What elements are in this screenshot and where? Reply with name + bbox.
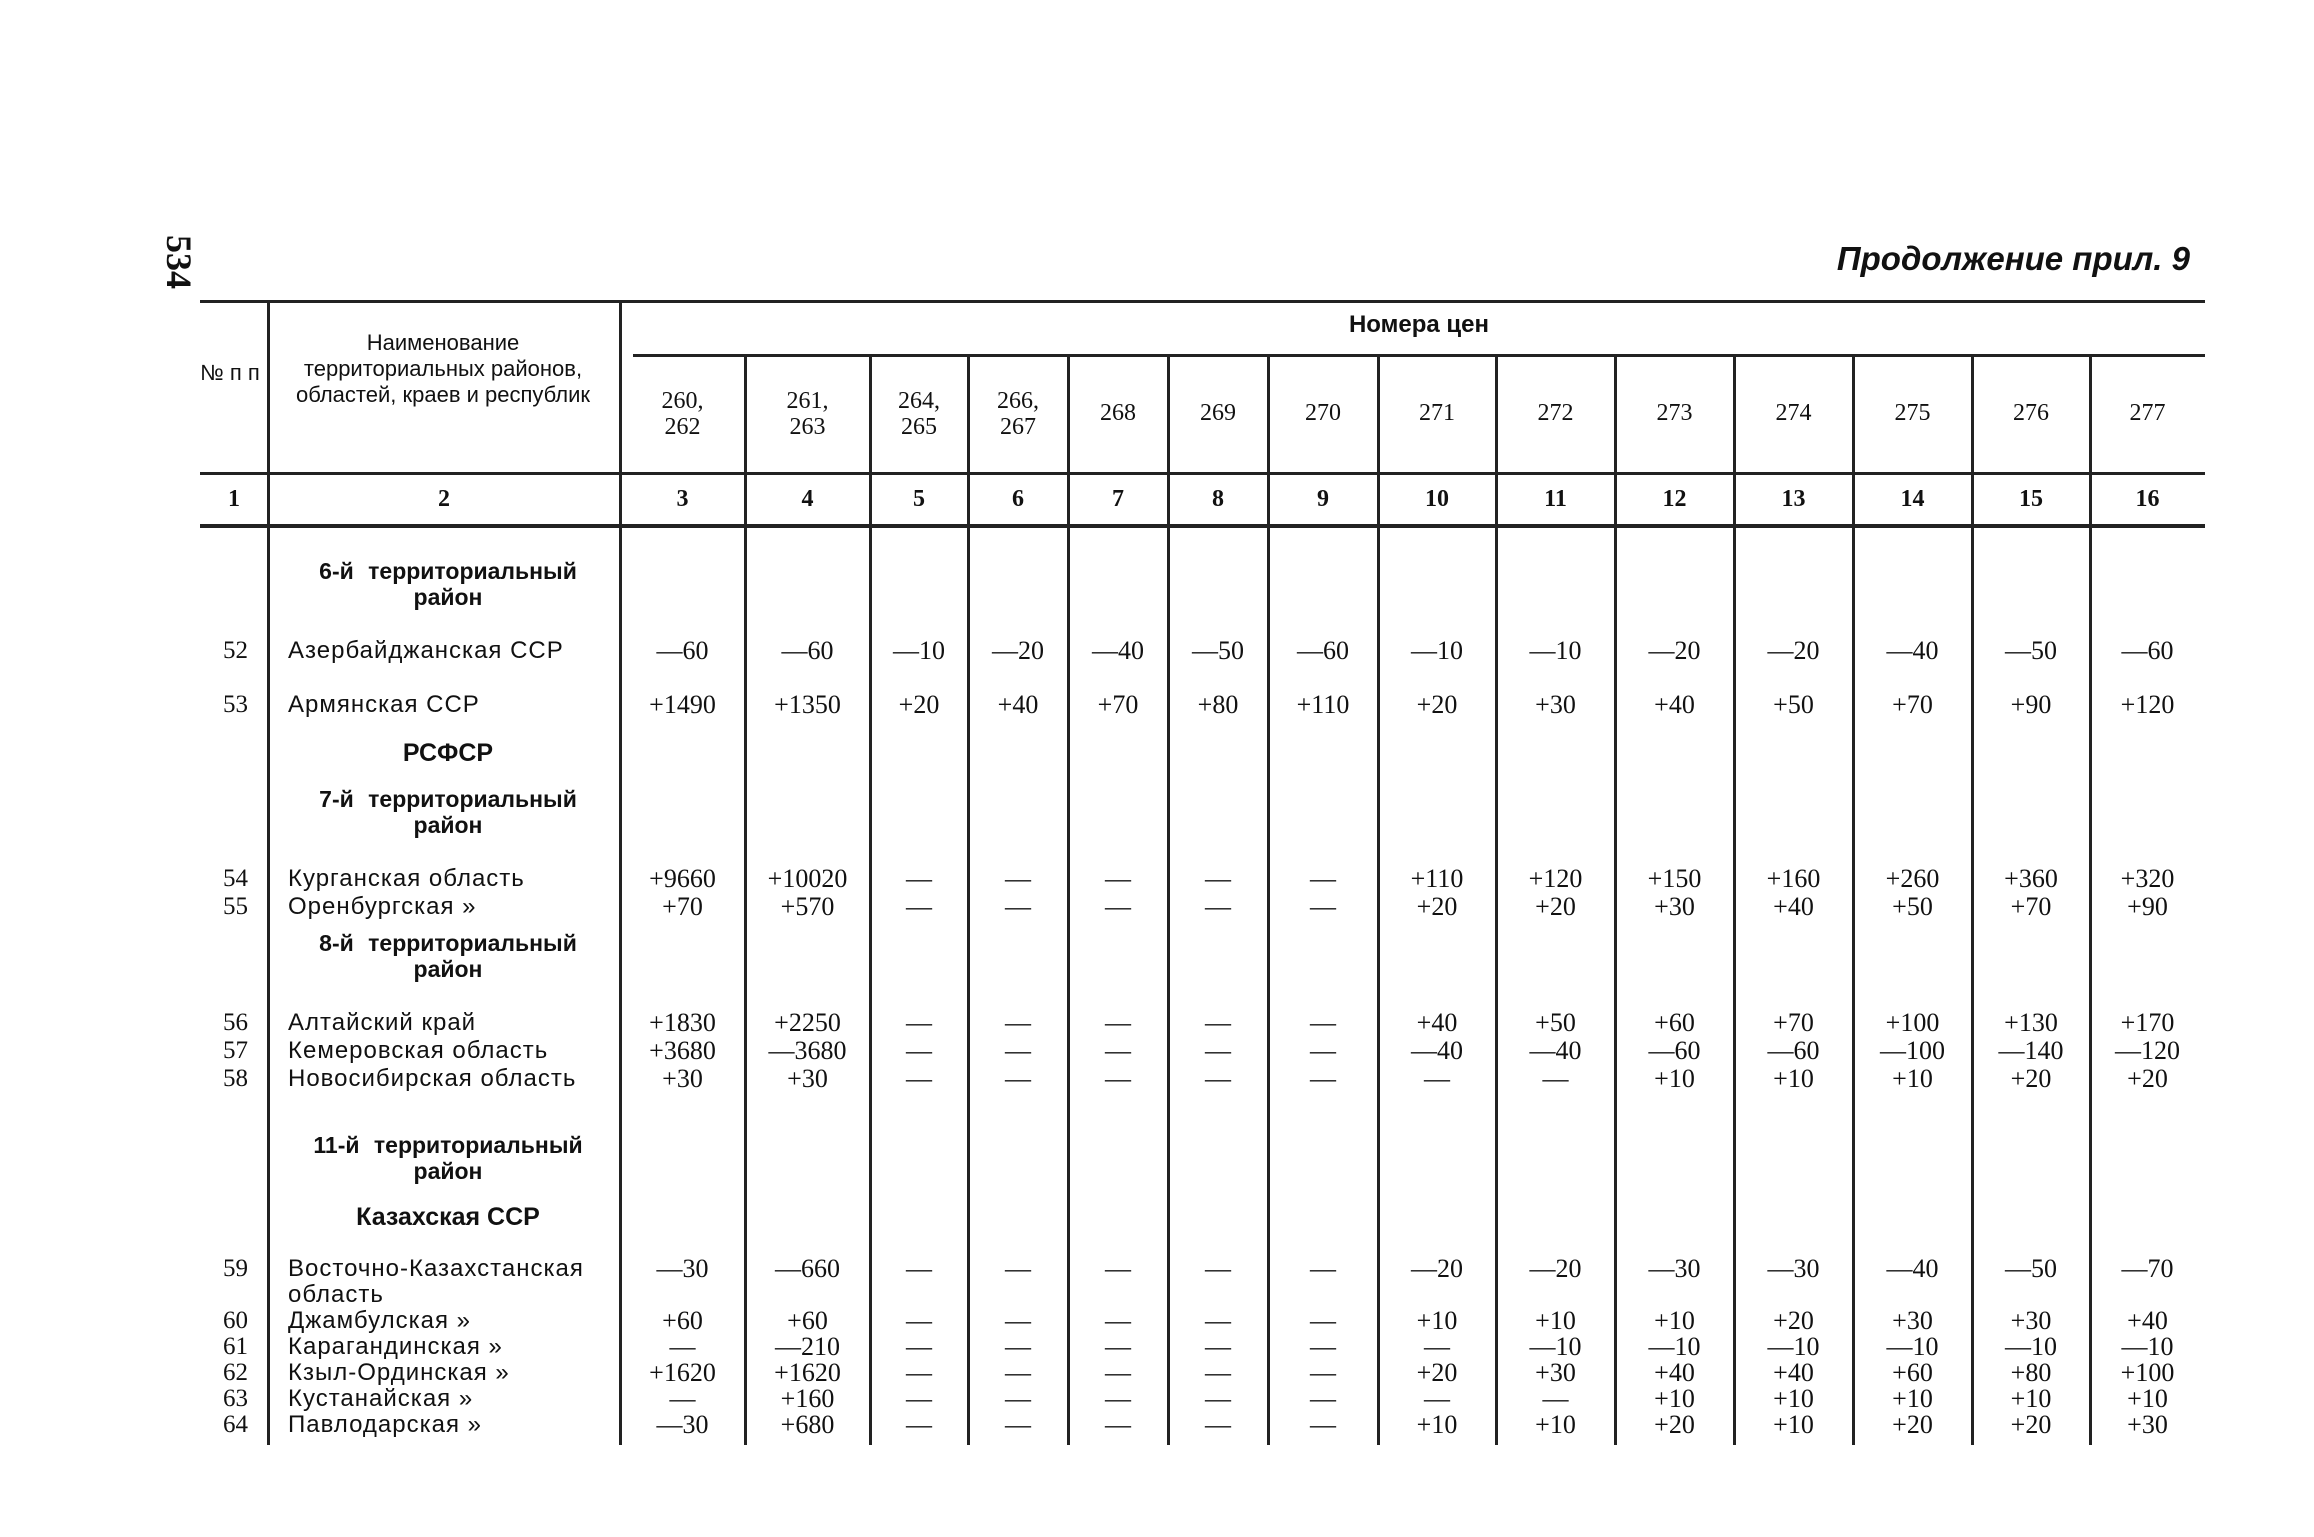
price-adjustment-value: +70 (1097, 690, 1139, 719)
price-adjustment-value: +320 (2120, 864, 2175, 893)
price-adjustment-value: — (1105, 1036, 1131, 1065)
price-adjustment-value: +1490 (649, 690, 716, 719)
price-adjustment-value: +20 (2010, 1410, 2052, 1439)
price-adjustment-value: +50 (1535, 1008, 1576, 1037)
rule-index-bottom (200, 524, 2205, 528)
price-adjustment-value: +9660 (649, 864, 716, 893)
price-adjustment-value: +120 (2120, 690, 2175, 719)
row-number: 59 (223, 1255, 248, 1282)
price-adjustment-value: —20 (1767, 636, 1820, 665)
price-adjustment-value: —20 (1411, 1254, 1463, 1283)
price-adjustment-value: +50 (1773, 690, 1814, 719)
price-adjustment-value: —30 (1648, 1254, 1701, 1283)
price-adjustment-value: +10 (1535, 1306, 1576, 1335)
price-adjustment-value: +10 (1535, 1410, 1576, 1439)
price-adjustment-value: +30 (2127, 1410, 2168, 1439)
column-index: 2 (438, 486, 450, 512)
price-adjustment-value: — (1310, 1036, 1336, 1065)
column-index: 10 (1425, 486, 1449, 512)
price-adjustment-value: —10 (893, 636, 945, 665)
price-adjustment-value: —10 (1529, 636, 1582, 665)
price-adjustment-value: — (1005, 1410, 1031, 1439)
price-adjustment-value: —3680 (768, 1036, 847, 1065)
price-number-header: 260, 262 (661, 388, 704, 440)
price-adjustment-value: — (1310, 864, 1336, 893)
price-number-header: 276 (2013, 400, 2049, 426)
price-adjustment-value: +30 (662, 1064, 703, 1093)
price-adjustment-value: +160 (780, 1384, 835, 1413)
price-adjustment-value: +360 (2004, 864, 2058, 893)
price-adjustment-value: +1830 (649, 1008, 716, 1037)
price-adjustment-value: — (906, 1306, 932, 1335)
price-adjustment-value: — (1205, 1064, 1231, 1093)
price-adjustment-value: — (1205, 1332, 1231, 1361)
price-adjustment-value: +10 (1416, 1410, 1458, 1439)
price-adjustment-value: —120 (2115, 1036, 2180, 1065)
rule-top (200, 300, 2205, 303)
price-adjustment-value: —140 (1998, 1036, 2064, 1065)
price-number-header: 275 (1894, 400, 1931, 426)
price-adjustment-value: +10 (1773, 1064, 1814, 1093)
price-adjustment-value: — (1310, 1384, 1336, 1413)
price-adjustment-value: +70 (1892, 690, 1933, 719)
rule-header-bottom (200, 472, 2205, 475)
price-adjustment-value: — (1424, 1064, 1450, 1093)
price-adjustment-value: +20 (1416, 892, 1458, 921)
row-number: 58 (223, 1065, 248, 1092)
group-header: Номера цен (1348, 311, 1490, 338)
price-adjustment-value: —10 (2005, 1332, 2057, 1361)
price-adjustment-value: —30 (656, 1410, 709, 1439)
section-title: 8-й территориальный район (319, 930, 577, 982)
price-adjustment-value: — (1310, 1358, 1336, 1387)
column-index: 4 (801, 486, 814, 512)
region-name: Восточно-Казахстанская область (288, 1255, 584, 1308)
price-adjustment-value: +20 (1654, 1410, 1695, 1439)
price-adjustment-value: —60 (781, 636, 834, 665)
price-adjustment-value: —40 (1092, 636, 1144, 665)
price-adjustment-value: — (1105, 892, 1131, 921)
section-title: 6-й территориальный район (319, 558, 577, 610)
region-name: Карагандинская » (288, 1333, 503, 1360)
price-adjustment-value: — (1005, 1384, 1031, 1413)
price-number-header: 277 (2129, 400, 2166, 426)
price-adjustment-value: — (1105, 1008, 1131, 1037)
price-adjustment-value: — (669, 1384, 696, 1413)
column-index: 12 (1662, 486, 1687, 512)
price-adjustment-value: — (906, 892, 932, 921)
price-adjustment-value: +130 (2004, 1008, 2058, 1037)
price-adjustment-value: —10 (1767, 1332, 1820, 1361)
price-adjustment-value: — (1005, 1358, 1031, 1387)
price-adjustment-value: +10 (1773, 1410, 1814, 1439)
row-number: 63 (223, 1385, 248, 1412)
section-title: 7-й территориальный район (319, 786, 577, 838)
price-adjustment-value: +70 (1773, 1008, 1814, 1037)
price-adjustment-value: +2250 (774, 1008, 841, 1037)
price-adjustment-value: +1350 (774, 690, 841, 719)
price-adjustment-value: +50 (1892, 892, 1933, 921)
price-adjustment-value: — (1205, 1254, 1231, 1283)
price-adjustment-value: —20 (992, 636, 1044, 665)
price-adjustment-value: —30 (1767, 1254, 1820, 1283)
price-adjustment-value: +100 (2120, 1358, 2175, 1387)
section-title: 11-й территориальный район (313, 1132, 583, 1184)
price-adjustment-value: +20 (1773, 1306, 1814, 1335)
price-adjustment-value: — (906, 1036, 932, 1065)
row-number: 57 (223, 1037, 248, 1064)
price-adjustment-value: +60 (1892, 1358, 1933, 1387)
price-adjustment-value: — (1310, 1064, 1336, 1093)
column-index: 5 (913, 486, 925, 512)
price-adjustment-value: +90 (2010, 690, 2052, 719)
price-number-header: 274 (1775, 400, 1812, 426)
row-number: 52 (223, 637, 248, 664)
column-index: 7 (1112, 486, 1124, 512)
price-adjustment-value: —20 (1529, 1254, 1582, 1283)
price-adjustment-value: +1620 (649, 1358, 716, 1387)
price-adjustment-value: +30 (787, 1064, 828, 1093)
column-index: 8 (1212, 486, 1224, 512)
price-adjustment-value: +90 (2127, 892, 2168, 921)
page-number: 534 (159, 235, 199, 289)
price-adjustment-value: +10 (1654, 1306, 1695, 1335)
region-name: Джамбулская » (288, 1307, 471, 1334)
price-number-header: 273 (1656, 400, 1693, 426)
price-adjustment-value: —70 (2121, 1254, 2174, 1283)
price-adjustment-value: +1620 (774, 1358, 841, 1387)
price-adjustment-value: — (1105, 1064, 1131, 1093)
region-name: Павлодарская » (288, 1411, 482, 1438)
price-number-header: 272 (1537, 400, 1574, 426)
price-adjustment-value: — (1424, 1332, 1450, 1361)
row-number: 56 (223, 1009, 248, 1036)
price-adjustment-value: +150 (1647, 864, 1702, 893)
price-adjustment-value: — (906, 1358, 932, 1387)
price-adjustment-value: +10 (1892, 1384, 1933, 1413)
price-adjustment-value: +40 (1654, 1358, 1695, 1387)
price-adjustment-value: +30 (1535, 690, 1576, 719)
price-adjustment-value: — (1205, 892, 1231, 921)
price-adjustment-value: — (1105, 1358, 1131, 1387)
price-adjustment-value: — (906, 1064, 932, 1093)
price-adjustment-value: — (1005, 1008, 1031, 1037)
price-adjustment-value: — (906, 1384, 932, 1413)
price-adjustment-value: +20 (2010, 1064, 2052, 1093)
price-adjustment-value: +70 (662, 892, 703, 921)
region-name: Азербайджанская ССР (288, 637, 564, 664)
price-adjustment-value: +120 (1528, 864, 1583, 893)
price-adjustment-value: +10020 (767, 864, 848, 893)
price-adjustment-value: —40 (1529, 1036, 1582, 1065)
price-adjustment-value: +30 (1892, 1306, 1933, 1335)
region-name: Кемеровская область (288, 1037, 549, 1064)
price-number-header: 269 (1200, 400, 1236, 426)
price-adjustment-value: +70 (2010, 892, 2052, 921)
price-adjustment-value: — (1205, 1306, 1231, 1335)
price-adjustment-value: — (1005, 1036, 1031, 1065)
price-adjustment-value: —100 (1880, 1036, 1945, 1065)
price-adjustment-value: +40 (1654, 690, 1695, 719)
price-adjustment-value: — (1310, 1254, 1336, 1283)
row-number: 55 (223, 893, 248, 920)
price-adjustment-value: — (1424, 1384, 1450, 1413)
price-adjustment-value: — (1310, 1306, 1336, 1335)
price-adjustment-value: +20 (1892, 1410, 1933, 1439)
price-adjustment-value: — (1310, 1008, 1336, 1037)
price-adjustment-value: —660 (775, 1254, 840, 1283)
price-adjustment-value: — (1205, 1358, 1231, 1387)
price-adjustment-value: — (1005, 892, 1031, 921)
price-adjustment-value: — (1542, 1064, 1569, 1093)
region-name: Кзыл-Ординская » (288, 1359, 510, 1386)
price-adjustment-value: —10 (2121, 1332, 2174, 1361)
price-adjustment-value: — (1005, 864, 1031, 893)
price-adjustment-value: — (1205, 1384, 1231, 1413)
price-adjustment-value: —50 (1192, 636, 1244, 665)
price-number-header: 270 (1305, 400, 1341, 426)
price-adjustment-value: —10 (1529, 1332, 1582, 1361)
price-adjustment-value: +10 (1654, 1384, 1695, 1413)
price-adjustment-value: —30 (656, 1254, 709, 1283)
column-index: 11 (1544, 486, 1567, 512)
row-number: 60 (223, 1307, 248, 1334)
price-adjustment-value: — (1205, 1008, 1231, 1037)
row-number: 64 (223, 1411, 248, 1438)
price-adjustment-value: — (1105, 1254, 1131, 1283)
price-adjustment-value: +170 (2120, 1008, 2175, 1037)
price-adjustment-value: —10 (1886, 1332, 1939, 1361)
price-adjustment-value: +80 (2010, 1358, 2052, 1387)
price-adjustment-value: +40 (997, 690, 1039, 719)
price-adjustment-value: — (906, 1254, 932, 1283)
price-adjustment-value: +10 (2127, 1384, 2168, 1413)
price-adjustment-value: — (1542, 1384, 1569, 1413)
price-adjustment-value: +160 (1766, 864, 1821, 893)
price-number-header: 268 (1100, 400, 1136, 426)
price-adjustment-value: +20 (1416, 690, 1458, 719)
price-adjustment-value: — (1205, 1410, 1231, 1439)
price-adjustment-value: — (1205, 864, 1231, 893)
price-adjustment-value: +80 (1197, 690, 1239, 719)
price-adjustment-value: +30 (1535, 1358, 1576, 1387)
price-adjustment-value: +40 (2127, 1306, 2168, 1335)
price-adjustment-value: —50 (2005, 636, 2057, 665)
num-column-header: № п п (200, 360, 260, 385)
price-adjustment-value: — (906, 1332, 932, 1361)
price-adjustment-value: +60 (662, 1306, 703, 1335)
price-adjustment-value: —60 (656, 636, 709, 665)
row-number: 61 (223, 1333, 248, 1360)
price-adjustment-value: +40 (1773, 1358, 1814, 1387)
column-index: 13 (1781, 486, 1806, 512)
price-adjustment-value: +10 (2010, 1384, 2052, 1413)
column-index: 1 (228, 486, 240, 512)
price-adjustment-value: — (1005, 1306, 1031, 1335)
column-divider (267, 300, 270, 1445)
price-adjustment-value: +570 (780, 892, 835, 921)
price-adjustment-value: —20 (1648, 636, 1701, 665)
column-index: 15 (2019, 486, 2043, 512)
price-number-header: 264, 265 (898, 388, 940, 440)
region-name: Алтайский край (288, 1009, 477, 1036)
price-adjustment-value: +100 (1885, 1008, 1940, 1037)
table-caption: Продолжение прил. 9 (1836, 240, 2190, 277)
name-column-header: Наименование территориальных районов, областей, краев и республик (295, 330, 591, 407)
column-index: 9 (1317, 486, 1329, 512)
price-adjustment-value: — (1005, 1254, 1031, 1283)
price-adjustment-value: +20 (898, 690, 940, 719)
price-adjustment-value: +40 (1416, 1008, 1458, 1037)
price-adjustment-value: — (1310, 892, 1336, 921)
price-adjustment-value: +60 (787, 1306, 828, 1335)
price-adjustment-value: —60 (1767, 1036, 1820, 1065)
row-number: 53 (223, 691, 248, 718)
price-adjustment-value: —60 (1648, 1036, 1701, 1065)
column-index: 16 (2135, 486, 2160, 512)
price-adjustment-value: —50 (2005, 1254, 2057, 1283)
price-adjustment-value: +30 (1654, 892, 1695, 921)
price-adjustment-value: — (1205, 1036, 1231, 1065)
price-number-header: 261, 263 (786, 388, 829, 440)
price-adjustment-value: +110 (1410, 864, 1464, 893)
price-adjustment-value: —40 (1886, 1254, 1939, 1283)
price-adjustment-value: +10 (1654, 1064, 1695, 1093)
section-title: Казахская ССР (356, 1203, 540, 1231)
price-adjustment-value: — (1310, 1410, 1336, 1439)
section-title: РСФСР (402, 739, 494, 767)
price-adjustment-value: +110 (1296, 690, 1350, 719)
price-adjustment-value: +680 (780, 1410, 835, 1439)
row-number: 54 (223, 865, 248, 892)
price-adjustment-value: — (1105, 1332, 1131, 1361)
price-number-header: 271 (1419, 400, 1455, 426)
price-adjustment-value: +20 (1416, 1358, 1458, 1387)
price-adjustment-value: —210 (775, 1332, 840, 1361)
price-adjustment-value: +3680 (649, 1036, 716, 1065)
price-adjustment-value: — (1105, 864, 1131, 893)
price-adjustment-value: +20 (2127, 1064, 2168, 1093)
region-name: Кустанайская » (288, 1385, 474, 1412)
column-index: 3 (676, 486, 689, 512)
price-adjustment-value: — (669, 1332, 696, 1361)
price-adjustment-value: — (906, 864, 932, 893)
price-adjustment-value: +10 (1892, 1064, 1933, 1093)
price-adjustment-value: — (906, 1008, 932, 1037)
region-name: Армянская ССР (288, 691, 480, 718)
price-adjustment-value: —10 (1411, 636, 1463, 665)
price-adjustment-value: —60 (1297, 636, 1349, 665)
price-adjustment-value: — (1105, 1306, 1131, 1335)
price-adjustment-value: — (1005, 1332, 1031, 1361)
price-adjustment-value: +30 (2010, 1306, 2052, 1335)
region-name: Новосибирская область (288, 1065, 577, 1092)
price-adjustment-value: — (1005, 1064, 1031, 1093)
column-index: 14 (1900, 486, 1925, 512)
price-adjustment-value: +260 (1885, 864, 1940, 893)
price-adjustment-value: —10 (1648, 1332, 1701, 1361)
price-adjustment-value: — (1105, 1384, 1131, 1413)
price-adjustment-value: — (906, 1410, 932, 1439)
region-name: Оренбургская » (288, 893, 477, 920)
region-name: Курганская область (288, 865, 525, 892)
price-adjustment-value: +20 (1535, 892, 1576, 921)
price-adjustment-value: +40 (1773, 892, 1814, 921)
row-number: 62 (223, 1359, 248, 1386)
price-adjustment-value: +10 (1773, 1384, 1814, 1413)
price-number-header: 266, 267 (997, 388, 1039, 440)
column-index: 6 (1012, 486, 1024, 512)
price-adjustment-value: —60 (2121, 636, 2174, 665)
price-adjustment-value: +10 (1416, 1306, 1458, 1335)
price-adjustment-value: —40 (1411, 1036, 1463, 1065)
price-adjustment-value: — (1310, 1332, 1336, 1361)
price-adjustment-value: — (1105, 1410, 1131, 1439)
price-adjustment-table (200, 300, 2205, 1445)
price-adjustment-value: —40 (1886, 636, 1939, 665)
price-adjustment-value: +60 (1654, 1008, 1695, 1037)
